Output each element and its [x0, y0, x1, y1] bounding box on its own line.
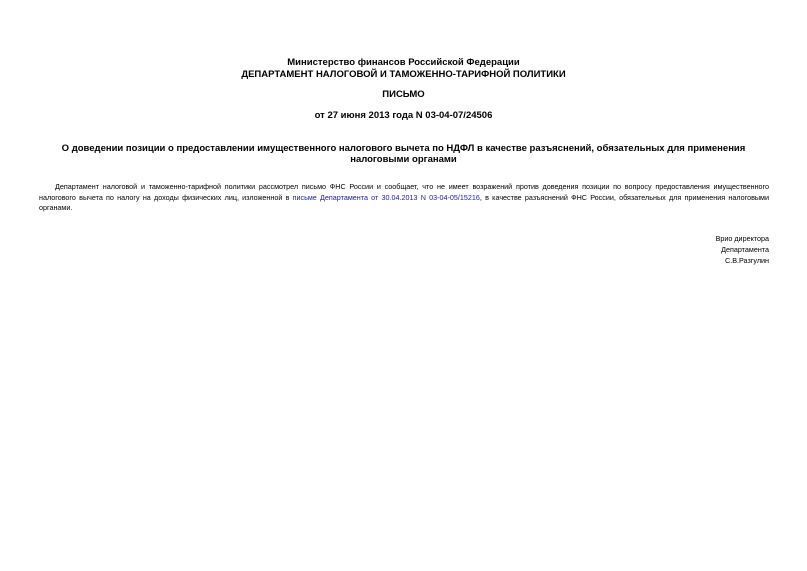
signature-block — [716, 233, 769, 266]
document-type: ПИСЬМО — [382, 89, 425, 100]
ministry-name: Министерство финансов Российской Федерации — [287, 57, 520, 68]
document-subject: О доведении позиции о предоставлении имущественного налогового вычета по НДФЛ в качестве разъяснений, обязательных для применения налоговыми органами — [61, 143, 746, 165]
referenced-letter-link[interactable]: письме Департамента от 30.04.2013 N 03-04-05/15216 — [292, 192, 480, 202]
department-name: ДЕПАРТАМЕНТ НАЛОГОВОЙ И ТАМОЖЕННО-ТАРИФНОЙ ПОЛИТИКИ — [241, 69, 566, 80]
signer-position-line2: Департамента — [721, 245, 769, 254]
document-date-number: от 27 июня 2013 года N 03-04-07/24506 — [314, 110, 493, 121]
body-paragraph — [39, 182, 769, 214]
body-text-before-link: Департамент налоговой и таможенно-тарифной политики рассмотрел письмо ФНС России и сообщает, что не имеет возражений против доведения позиции по вопросу предоставления имущественного налогового вычета по налогу на доходы физических лиц, изложенной в — [39, 182, 769, 202]
signer-name: С.В.Разгулин — [725, 256, 769, 265]
body-text-after-link: , в качестве разъяснений ФНС России, обязательных для применения налоговыми органами. — [39, 192, 770, 212]
document-header — [0, 57, 807, 81]
signer-position-line1: Врио директора — [715, 234, 769, 243]
